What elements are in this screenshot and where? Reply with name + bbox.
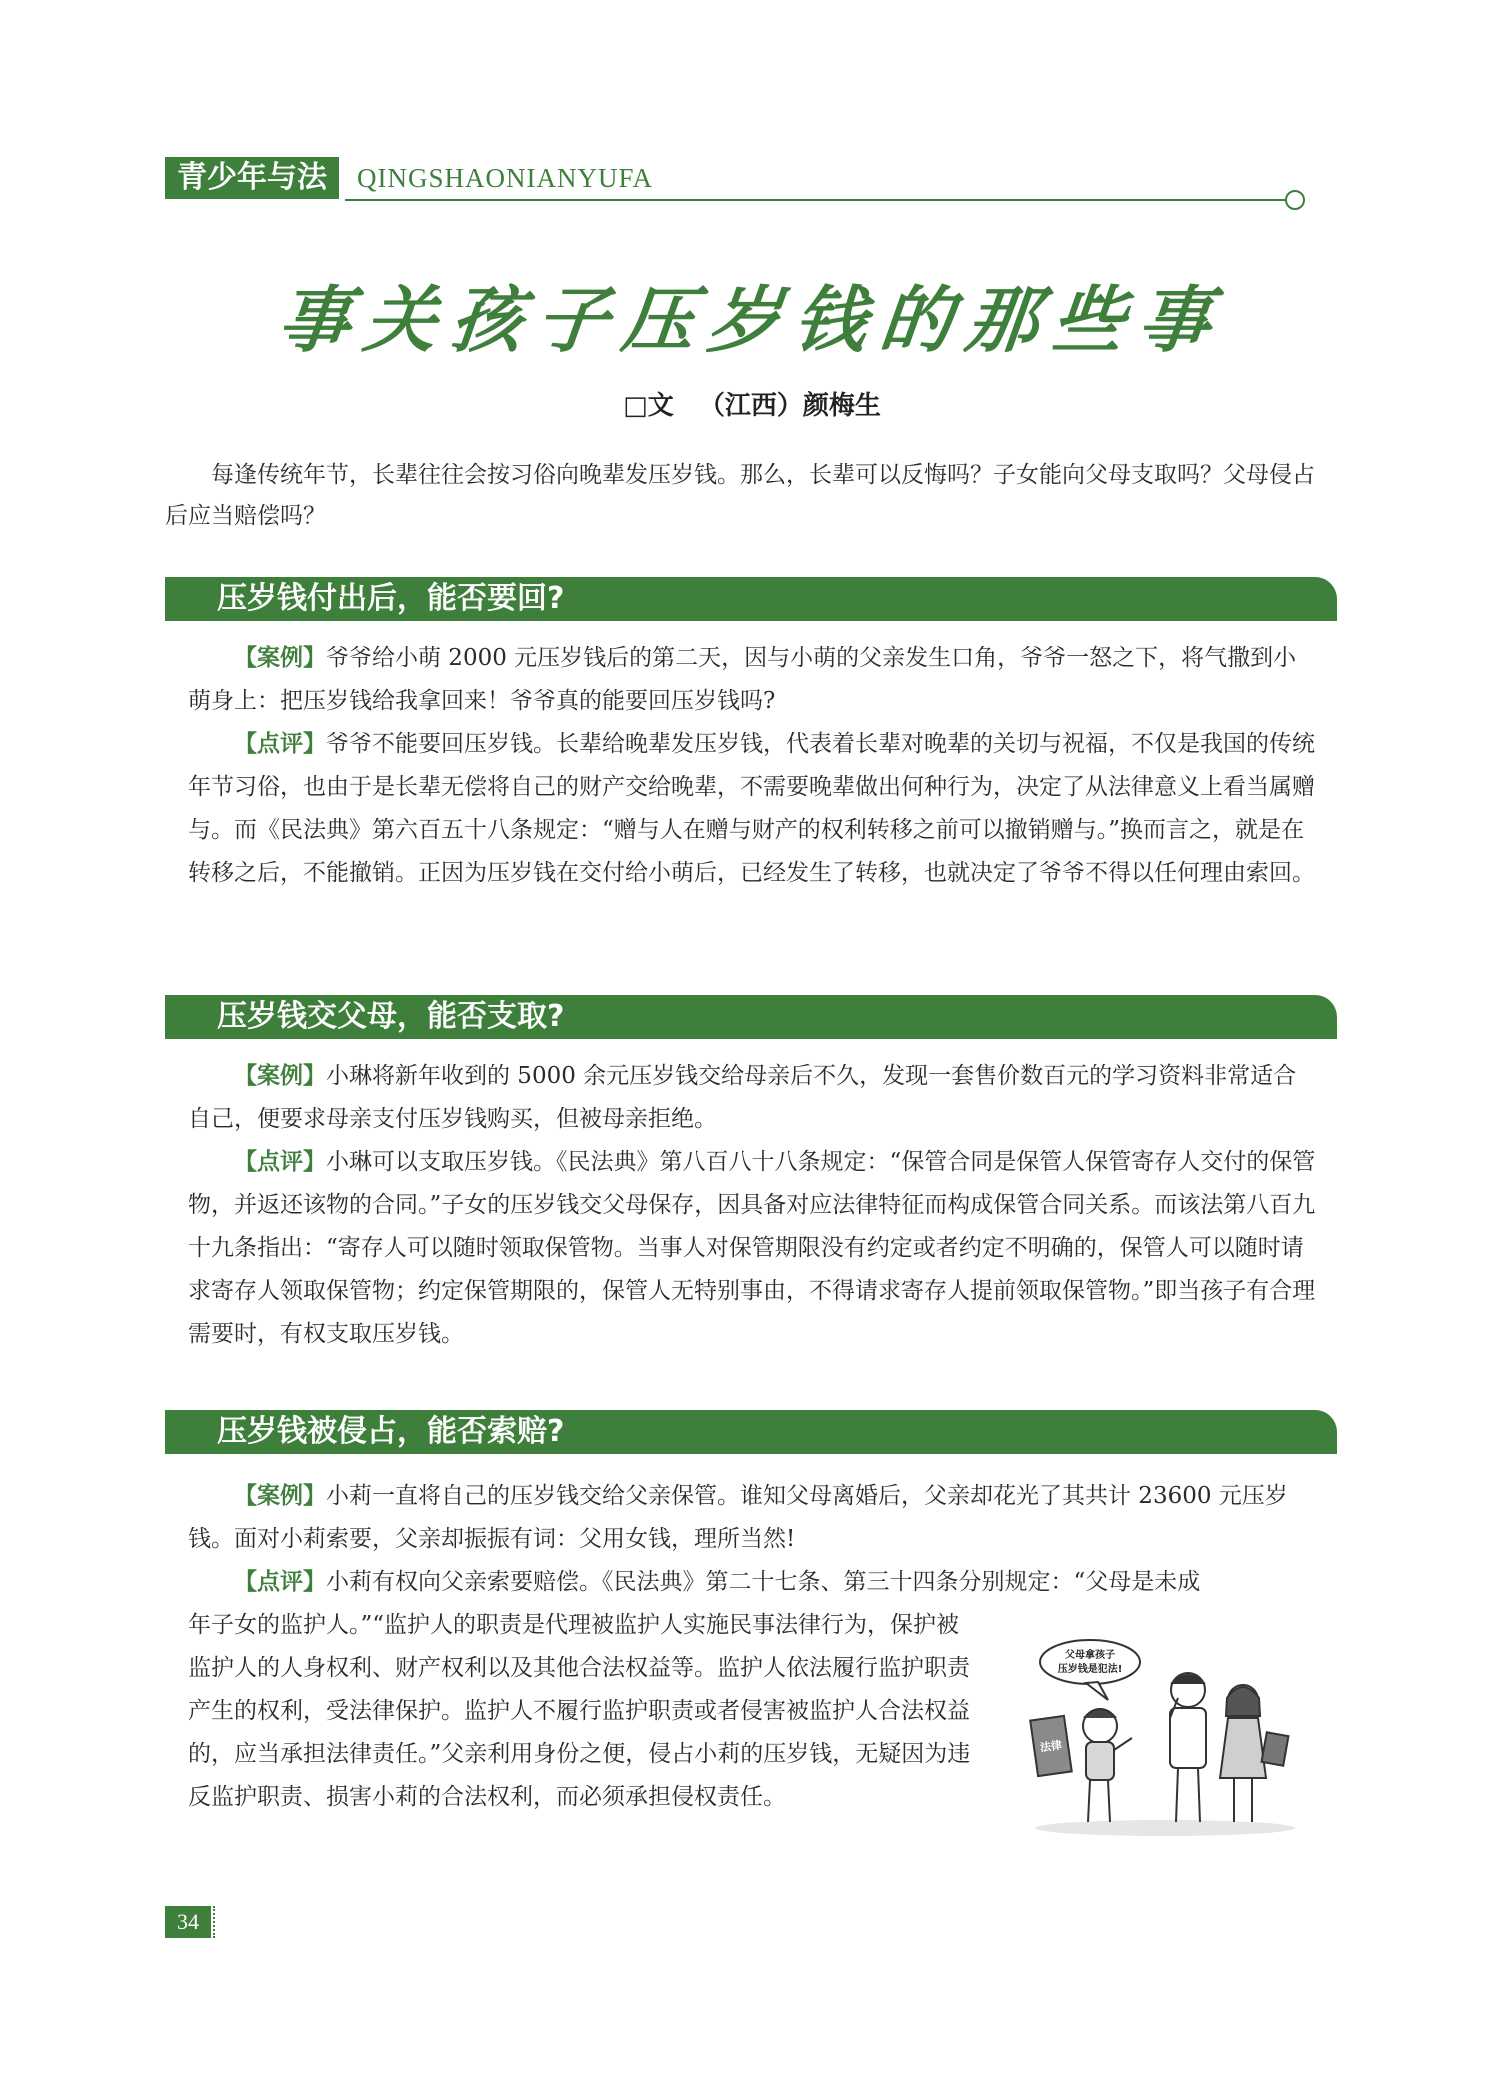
section-heading: 压岁钱交父母，能否支取? [217,999,565,1034]
cartoon-illustration [1028,1638,1302,1838]
section-heading: 压岁钱付出后，能否要回? [217,581,565,616]
case-paragraph [188,1055,1318,1141]
bubble-line-1: 父母拿孩子 [1065,1650,1115,1661]
case-text: 小琳将新年收到的 5000 余元压岁钱交给母亲后不久，发现一套售价数百元的学习资料非常适合自己，便要求母亲支付压岁钱购买，但被母亲拒绝。 [188,1063,1297,1132]
section-body [188,1055,1318,1356]
header-rule-end-dot [1285,190,1305,210]
section-heading-bar [165,1410,1337,1454]
byline [0,385,1504,422]
bubble-line-2: 压岁钱是犯法! [1057,1664,1123,1675]
case-label: 【案例】 [234,1063,326,1089]
section-body [188,637,1318,895]
case-text: 爷爷给小萌 2000 元压岁钱后的第二天，因与小萌的父亲发生口角，爷爷一怒之下，将气撒到小萌身上：把压岁钱给我拿回来！爷爷真的能要回压岁钱吗? [188,645,1297,714]
comment-text: 爷爷不能要回压岁钱。长辈给晚辈发压岁钱，代表着长辈对晚辈的关切与祝福，不仅是我国的传统年节习俗，也由于是长辈无偿将自己的财产交给晚辈，不需要晚辈做出何种行为，决定了从法律意义上看当属赠与。而《民法典》第六百五十八条规定：“赠与人在赠与财产的权利转移之前可以撤销赠与。”换而言之，就是在转移之后，不能撤销。正因为压岁钱在交付给小萌后，已经发生了转移，也就决定了爷爷不得以任何理由索回。 [188,731,1315,886]
page-number: 34 [165,1906,211,1938]
child-figure [1083,1709,1132,1822]
comment-label: 【点评】 [234,731,326,757]
comment-paragraph [188,1561,1318,1604]
column-tag: 青少年与法 [165,157,339,199]
mother-figure [1220,1685,1288,1822]
header-rule [345,199,1287,201]
case-paragraph [188,637,1318,723]
comment-text: 小莉有权向父亲索要赔偿。《民法典》第二十七条、第三十四条分别规定：“父母是未成 [326,1569,1201,1595]
comment-label: 【点评】 [234,1569,326,1595]
comment-paragraph [188,723,1318,895]
book-label: 法律 [1039,1738,1063,1755]
speech-bubble [1040,1640,1140,1700]
comment-label: 【点评】 [234,1149,326,1175]
intro-paragraph: 每逢传统年节，长辈往往会按习俗向晚辈发压岁钱。那么，长辈可以反悔吗？子女能向父母支取吗？父母侵占后应当赔偿吗？ [165,462,1315,529]
byline-prefix: □文 [623,391,674,421]
byline-author: （江西）颜梅生 [698,391,881,421]
section-heading-bar [165,577,1337,621]
article-title: 事关孩子压岁钱的那些事 [273,277,1229,362]
case-label: 【案例】 [234,1483,326,1509]
father-figure [1170,1673,1206,1822]
comment-paragraph [188,1141,1318,1356]
law-book [1030,1716,1071,1776]
case-text: 小莉一直将自己的压岁钱交给父亲保管。谁知父母离婚后，父亲却花光了其共计 23600 元压岁钱。面对小莉索要，父亲却振振有词：父用女钱，理所当然! [188,1483,1288,1552]
section-heading: 压岁钱被侵占，能否索赔? [217,1414,565,1449]
page-number-dots [213,1906,219,1938]
comment-text: 小琳可以支取压岁钱。《民法典》第八百八十八条规定：“保管合同是保管人保管寄存人交付的保管物，并返还该物的合同。”子女的压岁钱交父母保存，因具备对应法律特征而构成保管合同关系。而该法第八百九十九条指出：“寄存人可以随时领取保管物。当事人对保管期限没有约定或者约定不明确的，保管人可以随时请求寄存人领取保管物；约定保管期限的，保管人无特别事由，不得请求寄存人提前领取保管物。”即当孩子有合理需要时，有权支取压岁钱。 [188,1149,1316,1347]
section-header [165,157,1305,201]
comment-continuation: 年子女的监护人。”“监护人的职责是代理被监护人实施民事法律行为，保护被监护人的人身权利、财产权利以及其他合法权益等。监护人依法履行监护职责产生的权利，受法律保护。监护人不履行监护职责或者侵害被监护人合法权益的，应当承担法律责任。”父亲利用身份之便，侵占小莉的压岁钱，无疑因为违反监护职责、损害小莉的合法权利，而必须承担侵权责任。 [188,1612,971,1810]
case-label: 【案例】 [234,645,326,671]
section-heading-bar [165,995,1337,1039]
case-paragraph [188,1475,1318,1561]
column-pinyin: QINGSHAONIANYUFA [357,163,653,193]
